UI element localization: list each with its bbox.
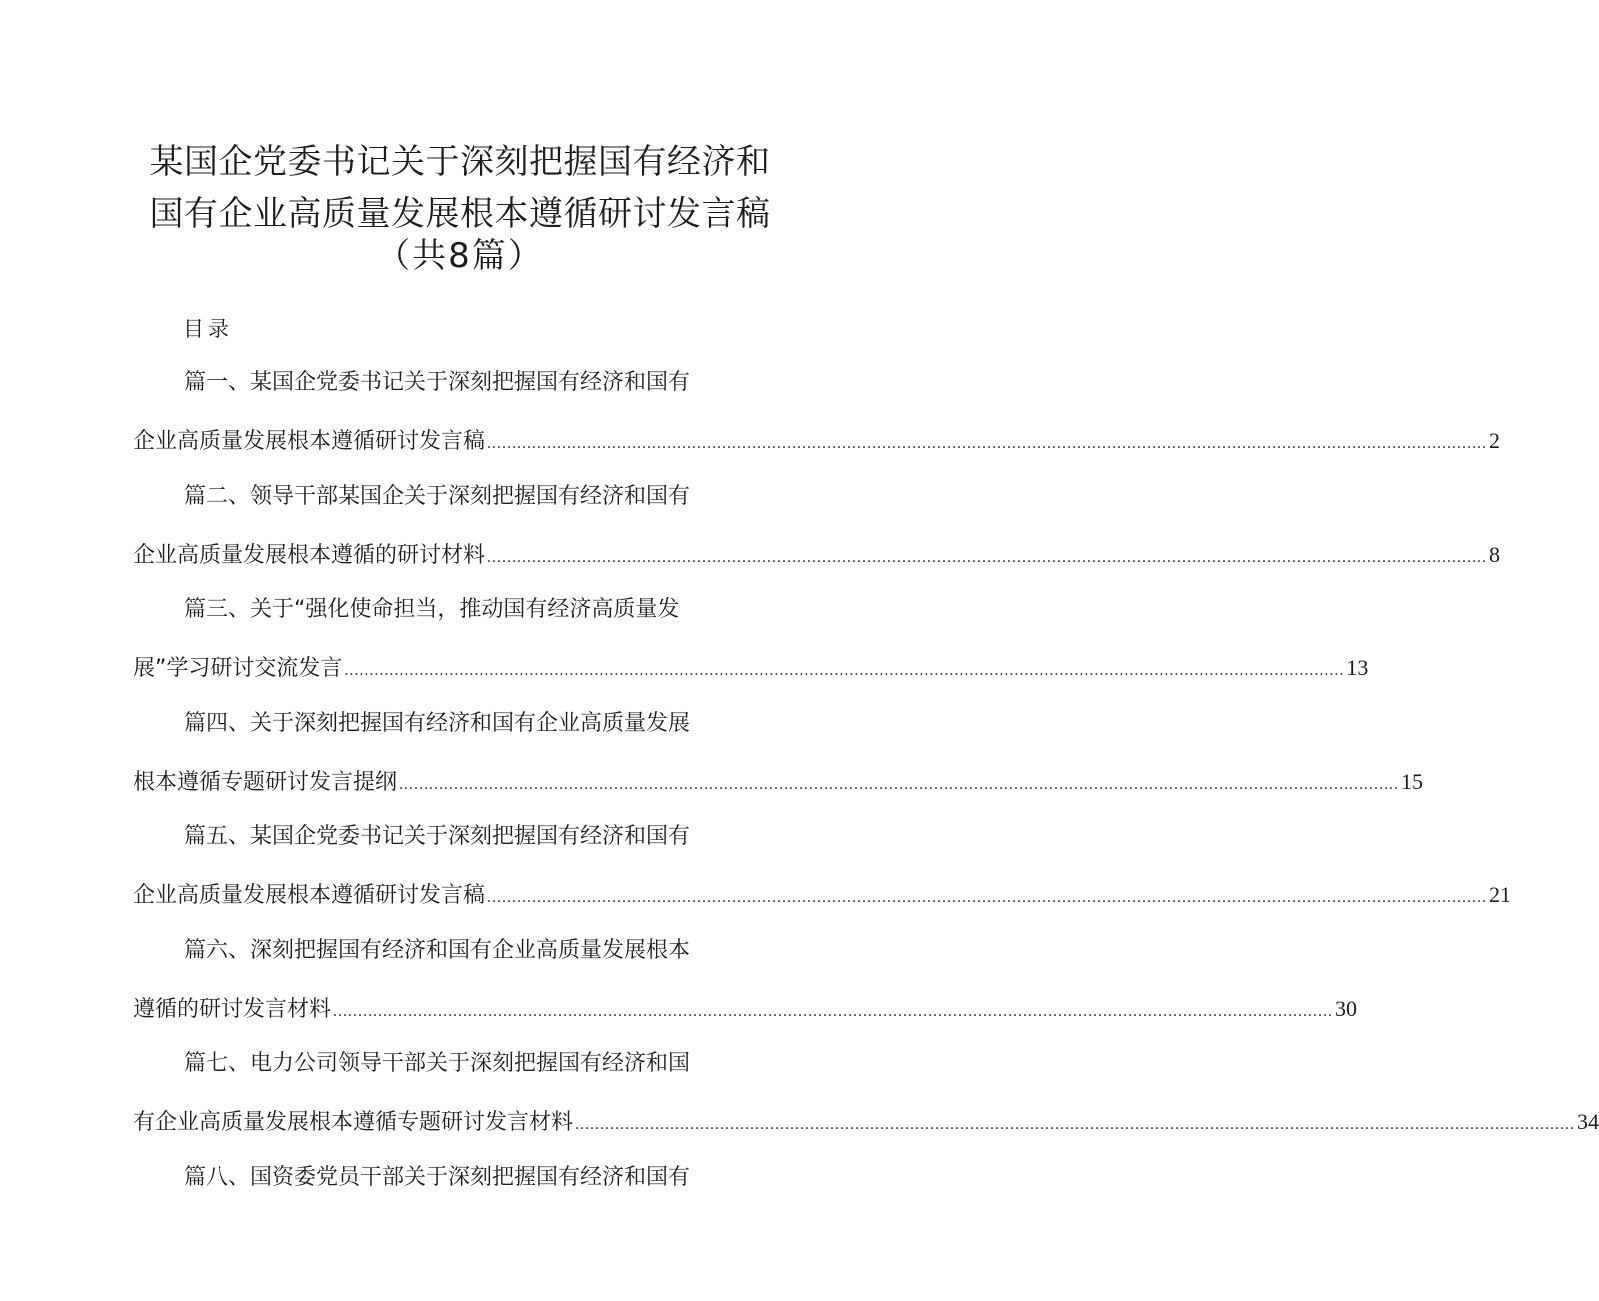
- toc-entry-title-line-1: 篇七、电力公司领导干部关于深刻把握国有经济和国: [184, 1051, 691, 1076]
- toc-entry-title-line-2: [133, 767, 1424, 800]
- toc-entry-title-line-2: [133, 994, 1358, 1027]
- toc-entry-title-line-1: 篇二、领导干部某国企关于深刻把握国有经济和国有: [184, 484, 691, 509]
- toc-page-number: 8: [1489, 542, 1501, 567]
- toc-page-number: 30: [1335, 996, 1358, 1021]
- toc-entry-title-continued: 企业高质量发展根本遵循研讨发言稿: [133, 429, 486, 454]
- toc-entry-title-line-2: [133, 540, 1501, 573]
- toc-entry-title-continued: 有企业高质量发展根本遵循专题研讨发言材料: [133, 1110, 574, 1135]
- toc-dot-leader: ........................................................................................................................................................................................................: [487, 435, 1488, 452]
- toc-entry-title-line-2: [133, 880, 1512, 913]
- toc-page-number: 2: [1489, 428, 1501, 453]
- toc-entry-title-continued: 展”学习研讨交流发言: [133, 656, 343, 681]
- toc-page-number: 13: [1346, 655, 1369, 680]
- toc-page-number: 15: [1401, 769, 1424, 794]
- toc-dot-leader: ........................................................................................................................................................................................................: [487, 549, 1488, 566]
- toc-entry-title-continued: 根本遵循专题研讨发言提纲: [133, 770, 398, 795]
- toc-dot-leader: ........................................................................................................................................................................................................: [487, 889, 1488, 906]
- toc-dot-leader: ........................................................................................................................................................................................................: [333, 1003, 1334, 1020]
- toc-entry-title-line-2: [133, 426, 1501, 459]
- toc-entry-title-line-1: 篇五、某国企党委书记关于深刻把握国有经济和国有: [184, 824, 691, 849]
- toc-entry-title-line-2: [133, 653, 1369, 686]
- toc-dot-leader: ........................................................................................................................................................................................................: [575, 1116, 1576, 1133]
- toc-entry-title-line-2: [133, 1107, 1599, 1140]
- toc-dot-leader: ........................................................................................................................................................................................................: [399, 776, 1400, 793]
- document-title-line-1: 某国企党委书记关于深刻把握国有经济和: [149, 142, 771, 182]
- toc-entry-title-continued: 遵循的研讨发言材料: [133, 997, 332, 1022]
- toc-entry-title-continued: 企业高质量发展根本遵循的研讨材料: [133, 543, 486, 568]
- toc-page-number: 21: [1489, 882, 1512, 907]
- document-title-count: （共8篇）: [376, 236, 544, 276]
- toc-dot-leader: ........................................................................................................................................................................................................: [344, 662, 1345, 679]
- toc-entry-title-line-1: 篇三、关于“强化使命担当，推动国有经济高质量发: [184, 597, 680, 622]
- toc-entry-title-line-1: 篇四、关于深刻把握国有经济和国有企业高质量发展: [184, 711, 691, 736]
- toc-entry-title-line-1: 篇八、国资委党员干部关于深刻把握国有经济和国有: [184, 1165, 691, 1190]
- toc-entry-title-line-1: 篇一、某国企党委书记关于深刻把握国有经济和国有: [184, 370, 691, 395]
- toc-entry-title-line-1: 篇六、深刻把握国有经济和国有企业高质量发展根本: [184, 938, 691, 963]
- toc-page-number: 34: [1577, 1109, 1599, 1134]
- document-title-line-2: 国有企业高质量发展根本遵循研讨发言稿: [149, 194, 771, 234]
- toc-heading: 目录: [183, 317, 233, 341]
- toc-entry-title-continued: 企业高质量发展根本遵循研讨发言稿: [133, 883, 486, 908]
